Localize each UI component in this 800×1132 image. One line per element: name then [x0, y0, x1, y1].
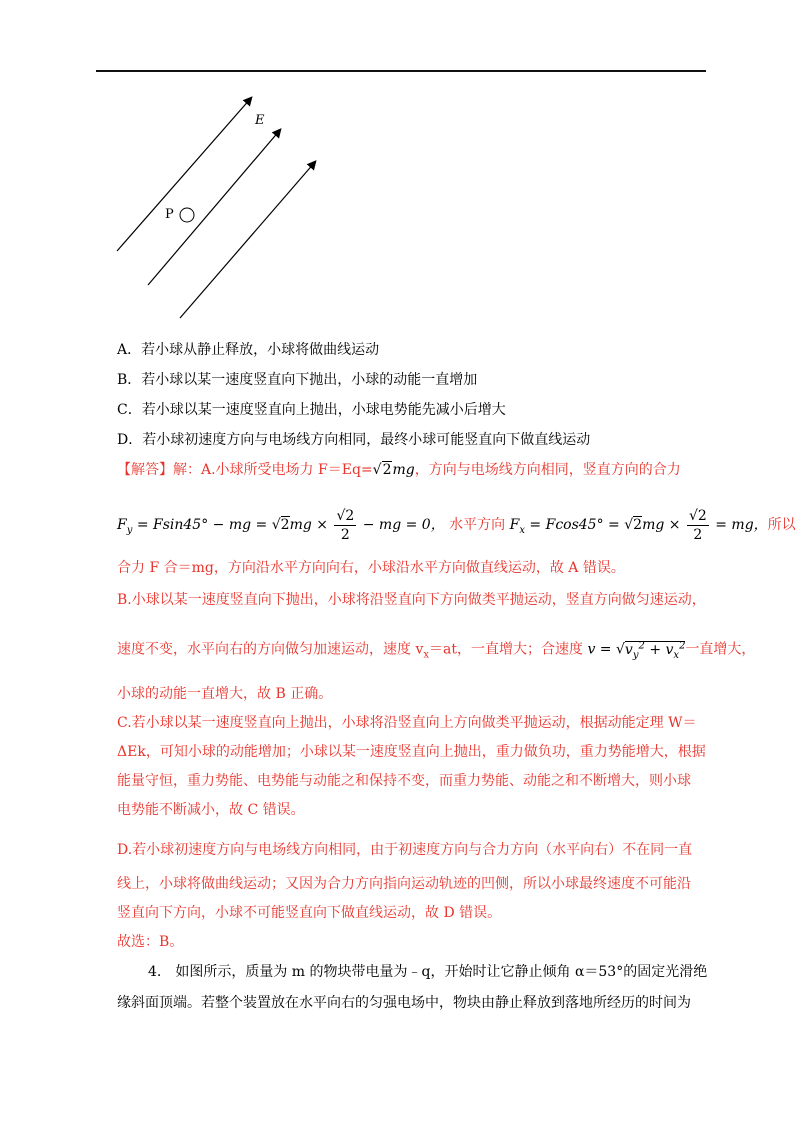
- answer-choice: 故选：B。: [117, 934, 184, 950]
- answer-line-3: 合力 F 合＝mg，方向沿水平方向向右，小球沿水平方向做直线运动，故 A 错误。: [117, 560, 625, 576]
- answer-line-12: 线上，小球将做曲线运动；又因为合力方向指向运动轨迹的凹侧，所以小球最终速度不可能沿: [117, 876, 691, 892]
- ball-circle: [180, 208, 194, 222]
- answer-line-13: 竖直向下方向，小球不可能竖直向下做直线运动，故 D 错误。: [117, 905, 502, 921]
- option-b: B．若小球以某一速度竖直向下抛出，小球的动能一直增加: [117, 372, 478, 388]
- answer-line-7: C.若小球以某一速度竖直向上抛出，小球将沿竖直向上方向做类平抛运动，根据动能定理 W＝: [117, 715, 697, 731]
- answer-line-4: B.小球以某一速度竖直向下抛出，小球将沿竖直向下方向做类平抛运动，竖直方向做匀速运动，: [117, 592, 706, 608]
- sqrt2-mg: √2mg: [372, 462, 415, 478]
- question-4-line-1: 4. 如图所示，质量为 m 的物块带电量为﹣q，开始时让它静止倾角 α＝53°的固定光滑绝: [148, 964, 708, 980]
- option-c: C．若小球以某一速度竖直向上抛出，小球电势能先减小后增大: [117, 402, 506, 418]
- field-label-e: E: [255, 113, 265, 128]
- answer-intro: 【解答】解：A.小球所受电场力 F＝Eq=√2mg，方向与电场线方向相同，竖直方向的合力: [117, 462, 681, 478]
- electric-field-figure: [105, 88, 345, 328]
- header-rule: [96, 70, 706, 72]
- answer-line-5: 速度不变，水平向右的方向做匀加速运动，速度 $v_x=at$，一直增大；合速度 $v = √v_y^2 + v_x^2$一直增大，: [117, 640, 756, 661]
- answer-line-10: 电势能不断减小，故 C 错误。: [117, 802, 305, 818]
- option-a: A．若小球从静止释放，小球将做曲线运动: [117, 342, 380, 358]
- answer-label: 【解答】: [117, 462, 173, 478]
- field-line-3: [180, 162, 315, 318]
- fraction-sqrt2-over-2: $\frac{√2}{2}$: [336, 507, 355, 543]
- force-equations: $F_y = Fsin45^\circ$ − mg = √2mg × $\frac{√2}{2}$ − mg = 0， 水平方向 $F_x = Fcos45^\circ = √2mg$ × $\frac{√2}{2}$ = mg，所以: [117, 507, 796, 543]
- answer-line-11: D.若小球初速度方向与电场线方向相同，由于初速度方向与合力方向（水平向右）不在同一直: [117, 842, 693, 858]
- answer-line-8: ΔEk，可知小球的动能增加；小球以某一速度竖直向上抛出，重力做负功，重力势能增大，根据: [117, 744, 706, 760]
- point-label-p: P: [165, 207, 174, 222]
- answer-line-9: 能量守恒，重力势能、电势能与动能之和保持不变，而重力势能、动能之和不断增大，则小球: [117, 773, 691, 789]
- field-line-1: [117, 98, 251, 251]
- answer-line-6: 小球的动能一直增大，故 B 正确。: [117, 686, 333, 702]
- question-4-line-2: 缘斜面顶端。若整个装置放在水平向右的匀强电场中，物块由静止释放到落地所经历的时间为: [117, 995, 691, 1011]
- option-d: D．若小球初速度方向与电场线方向相同，最终小球可能竖直向下做直线运动: [117, 432, 591, 448]
